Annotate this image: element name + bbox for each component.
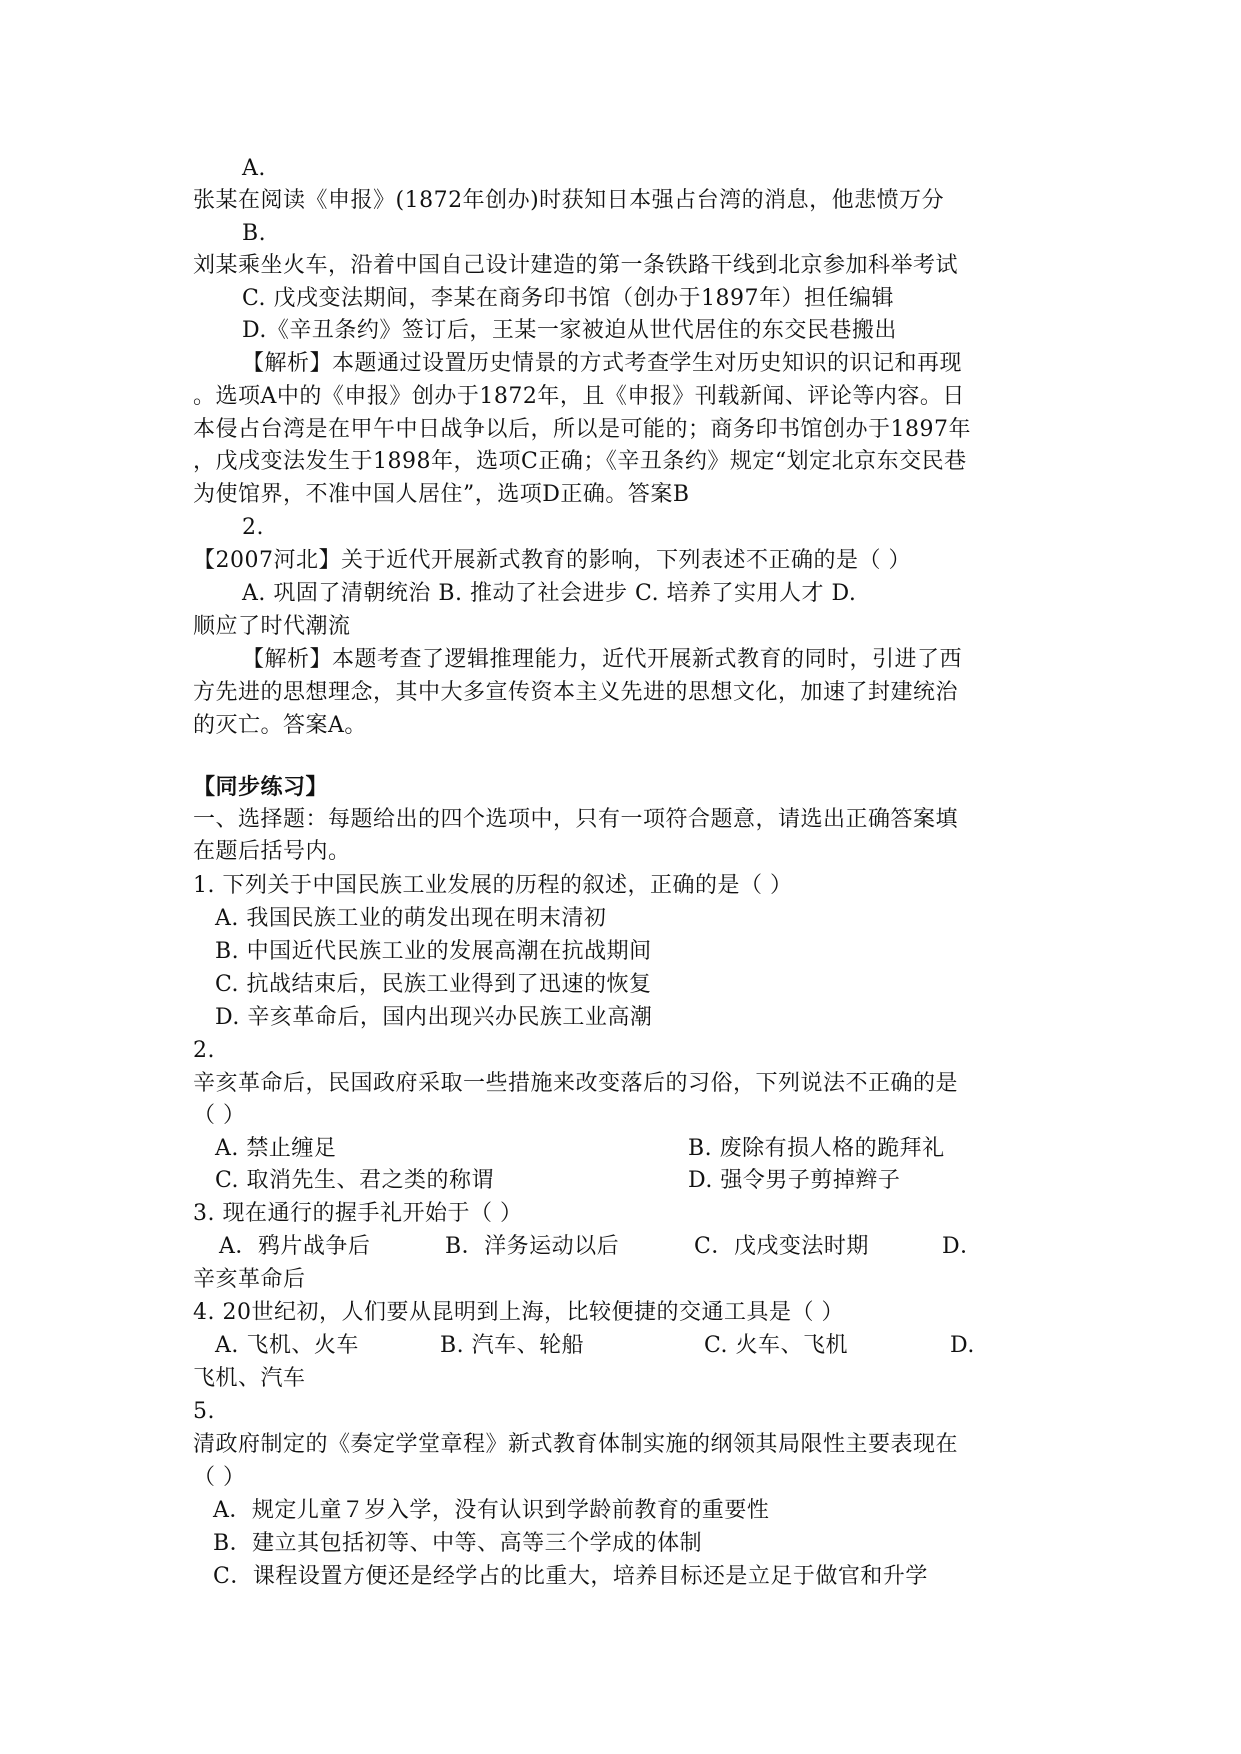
option-d: D.《辛丑条约》签订后，王某一家被迫从世代居住的东交民巷搬出 — [242, 318, 897, 343]
question-3-option-c: C．戊戌变法时期 — [694, 1234, 869, 1259]
question-3-option-a: A．鸦片战争后 — [219, 1234, 371, 1259]
analysis-line: 本侵占台湾是在甲午中日战争以后，所以是可能的；商务印书馆创办于1897年 — [193, 417, 971, 442]
analysis-line: 【解析】本题通过设置历史情景的方式考查学生对历史知识的识记和再现 — [242, 351, 963, 376]
options-line-continued: 顺应了时代潮流 — [193, 614, 351, 639]
question-3-option-b: B．洋务运动以后 — [445, 1234, 620, 1259]
section-heading: 【同步练习】 — [193, 774, 329, 800]
question-1: 1. 下列关于中国民族工业发展的历程的叙述，正确的是（ ） — [193, 873, 793, 898]
question-number: 2. — [242, 515, 264, 540]
question-text: 【2007河北】关于近代开展新式教育的影响，下列表述不正确的是（ ） — [193, 548, 911, 573]
options-line: A. 巩固了清朝统治 B. 推动了社会进步 C. 培养了实用人才 D. — [242, 581, 857, 606]
analysis-line: 。选项A中的《申报》创办于1872年，且《申报》刊载新闻、评论等内容。日 — [193, 384, 965, 409]
question-3-option-d: D． — [942, 1234, 983, 1259]
option-a-label: A. — [242, 156, 266, 181]
question-1-option-a: A. 我国民族工业的萌发出现在明末清初 — [215, 906, 607, 931]
question-2-bracket: （ ） — [193, 1103, 246, 1128]
question-4-option-d-text: 飞机、汽车 — [193, 1366, 306, 1391]
question-2-option-b: B. 废除有损人格的跪拜礼 — [688, 1136, 945, 1161]
option-c: C. 戊戌变法期间，李某在商务印书馆（创办于1897年）担任编辑 — [242, 286, 895, 311]
question-4-option-d: D. — [950, 1333, 975, 1358]
question-5-bracket: （ ） — [193, 1465, 246, 1490]
question-1-option-d: D. 辛亥革命后，国内出现兴办民族工业高潮 — [215, 1005, 653, 1030]
analysis-line: 为使馆界，不准中国人居住”，选项D正确。答案B — [193, 482, 690, 507]
question-2-option-d: D. 强令男子剪掉辫子 — [688, 1168, 901, 1193]
question-2: 辛亥革命后，民国政府采取一些措施来改变落后的习俗，下列说法不正确的是 — [193, 1071, 959, 1096]
question-2-option-a: A. 禁止缠足 — [215, 1136, 337, 1161]
question-2-number: 2. — [193, 1038, 215, 1063]
analysis-line: 的灭亡。答案A。 — [193, 713, 367, 738]
question-5-option-b: B．建立其包括初等、中等、高等三个学成的体制 — [213, 1531, 703, 1556]
question-3-option-d-text: 辛亥革命后 — [193, 1267, 306, 1292]
question-4-option-a: A. 飞机、火车 — [215, 1333, 359, 1358]
question-4: 4. 20世纪初，人们要从昆明到上海，比较便捷的交通工具是（ ） — [193, 1300, 844, 1325]
question-1-option-c: C. 抗战结束后，民族工业得到了迅速的恢复 — [215, 972, 652, 997]
question-2-option-c: C. 取消先生、君之类的称谓 — [215, 1168, 495, 1193]
option-a-text: 张某在阅读《申报》(1872年创办)时获知日本强占台湾的消息，他悲愤万分 — [193, 188, 945, 213]
question-4-option-c: C. 火车、飞机 — [704, 1333, 849, 1358]
question-3: 3. 现在通行的握手礼开始于（ ） — [193, 1201, 523, 1226]
instructions-line: 一、选择题：每题给出的四个选项中，只有一项符合题意，请选出正确答案填 — [193, 807, 959, 832]
analysis-line: 方先进的思想理念，其中大多宣传资本主义先进的思想文化，加速了封建统治 — [193, 680, 959, 705]
analysis-line: ，戊戌变法发生于1898年，选项C正确；《辛丑条约》规定“划定北京东交民巷 — [193, 449, 967, 474]
question-5-option-a: A．规定儿童７岁入学，没有认识到学龄前教育的重要性 — [213, 1498, 770, 1523]
question-5-option-c: C．课程设置方便还是经学占的比重大，培养目标还是立足于做官和升学 — [213, 1564, 928, 1589]
option-b-label: B. — [242, 221, 267, 246]
question-5: 清政府制定的《奏定学堂章程》新式教育体制实施的纲领其局限性主要表现在 — [193, 1432, 959, 1457]
option-b-text: 刘某乘坐火车，沿着中国自己设计建造的第一条铁路干线到北京参加科举考试 — [193, 253, 959, 278]
question-5-number: 5. — [193, 1399, 215, 1424]
question-4-option-b: B. 汽车、轮船 — [440, 1333, 585, 1358]
instructions-line: 在题后括号内。 — [193, 839, 351, 864]
analysis-line: 【解析】本题考查了逻辑推理能力，近代开展新式教育的同时，引进了西 — [242, 647, 963, 672]
question-1-option-b: B. 中国近代民族工业的发展高潮在抗战期间 — [215, 939, 652, 964]
